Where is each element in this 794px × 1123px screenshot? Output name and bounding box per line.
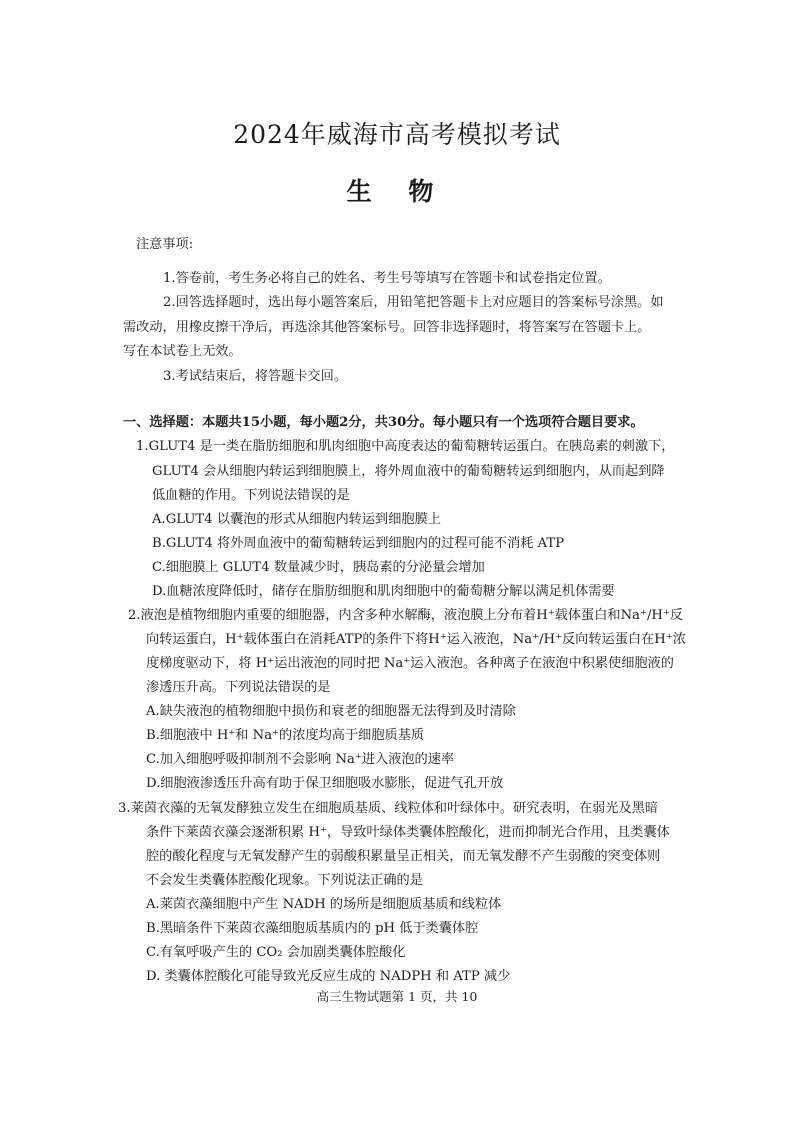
q1-stem-1: 1.GLUT4 是一类在脂肪细胞和肌肉细胞中高度表达的葡萄糖转运蛋白。在胰岛素的刺激下， bbox=[136, 439, 675, 454]
q2-option-c: C.加入细胞呼吸抑制剂不会影响 Na⁺进入液泡的速率 bbox=[146, 752, 455, 767]
q3-stem-2: 条件下莱茵衣藻会逐渐积累 H⁺，导致叶绿体类囊体腔酸化，进而抑制光合作用，且类囊体 bbox=[146, 825, 670, 840]
q1-option-b: B.GLUT4 将外周血液中的葡萄糖转运到细胞内的过程可能不消耗 ATP bbox=[152, 536, 565, 551]
q1-option-d: D.血糖浓度降低时，储存在脂肪细胞和肌肉细胞中的葡萄糖分解以满足机体需要 bbox=[152, 584, 615, 599]
q3-stem-1: 3.莱茵衣藻的无氧发酵独立发生在细胞质基质、线粒体和叶绿体中。研究表明，在弱光及黑暗 bbox=[118, 801, 659, 816]
q1-option-c: C.细胞膜上 GLUT4 数量减少时，胰岛素的分泌量会增加 bbox=[152, 560, 485, 575]
q2-stem-1: 2.液泡是植物细胞内重要的细胞器，内含多种水解酶，液泡膜上分布着H⁺载体蛋白和Na⁺/H⁺反 bbox=[128, 608, 684, 623]
q3-stem-3: 腔的酸化程度与无氧发酵产生的弱酸积累量呈正相关，而无氧发酵不产生弱酸的突变体则 bbox=[146, 849, 661, 864]
q2-stem-2: 向转运蛋白，H⁺载体蛋白在消耗ATP的条件下将H⁺运入液泡，Na⁺/H⁺反向转运蛋白在H⁺浓 bbox=[146, 632, 686, 647]
q1-option-a: A.GLUT4 以囊泡的形式从细胞内转运到细胞膜上 bbox=[152, 512, 441, 527]
q3-option-b: B.黑暗条件下莱茵衣藻细胞质基质内的 pH 低于类囊体腔 bbox=[146, 921, 479, 936]
notice-item-2-end: 写在本试卷上无效。 bbox=[123, 344, 242, 359]
q3-option-d: D. 类囊体腔酸化可能导致光反应生成的 NADPH 和 ATP 减少 bbox=[146, 969, 511, 984]
subject-title: 生 物 bbox=[346, 177, 448, 206]
q1-stem-2: GLUT4 会从细胞内转运到细胞膜上，将外周血液中的葡萄糖转运到细胞内，从而起到降 bbox=[152, 464, 665, 479]
q2-stem-4: 渗透压升高。下列说法错误的是 bbox=[146, 680, 331, 695]
notice-item-2: 2.回答选择题时，选出每小题答案后，用铅笔把答题卡上对应题目的答案标号涂黑。如 bbox=[163, 295, 664, 310]
q1-stem-3: 低血糖的作用。下列说法错误的是 bbox=[152, 488, 350, 503]
notice-item-1: 1.答卷前，考生务必将自己的姓名、考生号等填写在答题卡和试卷指定位置。 bbox=[163, 271, 611, 286]
q3-option-a: A.莱茵衣藻细胞中产生 NADH 的场所是细胞质基质和线粒体 bbox=[146, 897, 502, 912]
section-heading: 一、选择题：本题共15小题，每小题2分，共30分。每小题只有一个选项符合题目要求。 bbox=[123, 415, 644, 430]
notice-item-2-cont: 需改动，用橡皮擦干净后，再选涂其他答案标号。回答非选择题时，将答案写在答题卡上。 bbox=[123, 320, 651, 335]
notice-item-3: 3.考试结束后，将答题卡交回。 bbox=[163, 369, 348, 384]
q2-option-a: A.缺失液泡的植物细胞中损伤和衰老的细胞器无法得到及时清除 bbox=[146, 704, 516, 719]
q2-option-d: D.细胞液渗透压升高有助于保卫细胞吸水膨胀，促进气孔开放 bbox=[146, 776, 504, 791]
exam-title: 2024年威海市高考模拟考试 bbox=[233, 120, 561, 149]
page-footer: 高三生物试题第 1 页，共 10 bbox=[316, 989, 478, 1004]
q2-option-b: B.细胞液中 H⁺和 Na⁺的浓度均高于细胞质基质 bbox=[146, 728, 425, 743]
q2-stem-3: 度梯度驱动下，将 H⁺运出液泡的同时把 Na⁺运入液泡。各种离子在液泡中积累使细胞液的 bbox=[146, 656, 674, 671]
q3-stem-4: 不会发生类囊体腔酸化现象。下列说法正确的是 bbox=[146, 873, 423, 888]
notice-heading: 注意事项: bbox=[136, 237, 194, 252]
q3-option-c: C.有氧呼吸产生的 CO₂ 会加剧类囊体腔酸化 bbox=[146, 945, 406, 960]
